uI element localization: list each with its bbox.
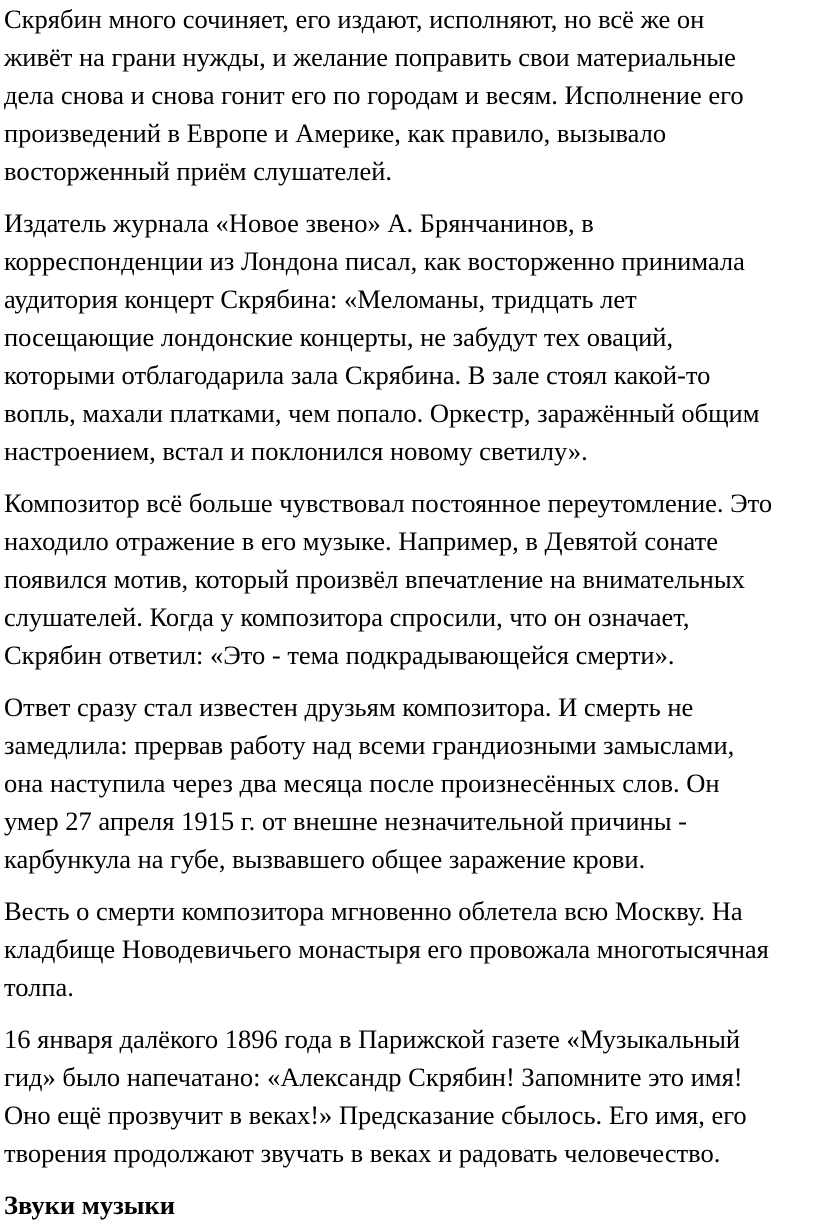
paragraph-5 — [4, 892, 812, 1006]
paragraph-3 — [4, 484, 812, 674]
text-line: живёт на грани нужды, и желание поправить свои материальные — [4, 42, 736, 72]
text-line: карбункула на губе, вызвавшего общее заражение крови. — [4, 844, 646, 874]
text-line: корреспонденции из Лондона писал, как восторженно принимала — [4, 246, 745, 276]
text-line: появился мотив, который произвёл впечатление на внимательных — [4, 564, 745, 594]
text-line: слушателей. Когда у композитора спросили, что он означает, — [4, 602, 690, 632]
text-line: дела снова и снова гонит его по городам и весям. Исполнение его — [4, 80, 744, 110]
text-line: Композитор всё больше чувствовал постоянное переутомление. Это — [4, 488, 773, 518]
text-line: посещающие лондонские концерты, не забудут тех оваций, — [4, 322, 674, 352]
text-line: толпа. — [4, 972, 74, 1002]
text-line: Скрябин ответил: «Это - тема подкрадывающейся смерти». — [4, 640, 675, 670]
text-line: восторженный приём слушателей. — [4, 156, 393, 186]
text-line: творения продолжают звучать в веках и радовать человечество. — [4, 1138, 721, 1168]
text-line: Весть о смерти композитора мгновенно облетела всю Москву. На — [4, 896, 743, 926]
text-line: гид» было напечатано: «Александр Скрябин! Запомните это имя! — [4, 1062, 743, 1092]
text-line: кладбище Новодевичьего монастыря его провожала многотысячная — [4, 934, 769, 964]
text-line: аудитория концерт Скрябина: «Меломаны, тридцать лет — [4, 284, 637, 314]
paragraph-6 — [4, 1020, 812, 1172]
text-line: замедлила: прервав работу над всеми грандиозными замыслами, — [4, 730, 735, 760]
text-line: Скрябин много сочиняет, его издают, исполняют, но всё же он — [4, 4, 705, 34]
text-line: умер 27 апреля 1915 г. от внешне незначительной причины - — [4, 806, 687, 836]
text-line: она наступила через два месяца после произнесённых слов. Он — [4, 768, 720, 798]
paragraph-2 — [4, 204, 812, 470]
text-line: находило отражение в его музыке. Например, в Девятой сонате — [4, 526, 718, 556]
paragraph-4 — [4, 688, 812, 878]
text-line: Ответ сразу стал известен друзьям композитора. И смерть не — [4, 692, 694, 722]
text-line: Издатель журнала «Новое звено» А. Брянчанинов, в — [4, 208, 594, 238]
text-line: которыми отблагодарила зала Скрябина. В зале стоял какой-то — [4, 360, 711, 390]
paragraph-1 — [4, 0, 812, 190]
text-line: 16 января далёкого 1896 года в Парижской газете «Музыкальный — [4, 1024, 741, 1054]
section-heading: Звуки музыки — [4, 1190, 175, 1220]
text-line: Оно ещё прозвучит в веках!» Предсказание сбылось. Его имя, его — [4, 1100, 747, 1130]
text-line: произведений в Европе и Америке, как правило, вызывало — [4, 118, 667, 148]
text-line: настроением, встал и поклонился новому светилу». — [4, 436, 588, 466]
text-line: вопль, махали платками, чем попало. Оркестр, заражённый общим — [4, 398, 760, 428]
document-page — [4, 0, 812, 1224]
